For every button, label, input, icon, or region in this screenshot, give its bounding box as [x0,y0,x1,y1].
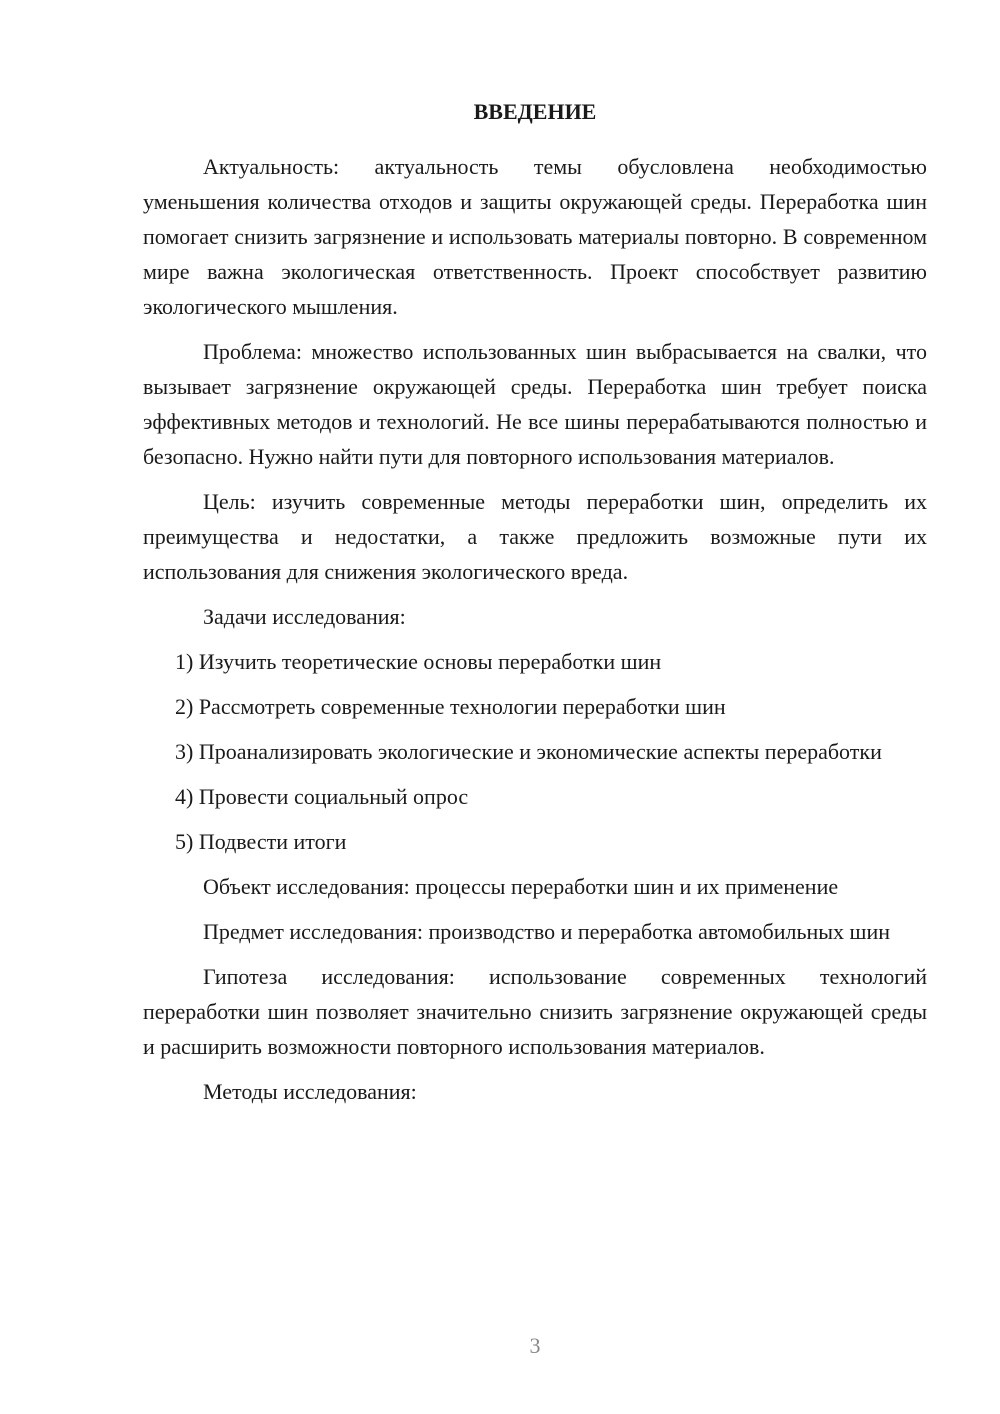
tasks-heading: Задачи исследования: [203,604,406,629]
section-title: ВВЕДЕНИЕ [473,99,597,124]
paragraph-relevance: Актуальность: актуальность темы обусловлена необходимостью уменьшения количества отходов и защиты окружающей среды. Переработка шин помогает снизить загрязнение и использовать материалы повторно. В современном мире важна экологическая ответственность. Проект способствует развитию экологического мышления. [143,154,927,319]
paragraph-object: Объект исследования: процессы переработки шин и их применение [203,874,839,899]
task-item-1: 1) Изучить теоретические основы переработки шин [175,649,662,674]
page-number: 3 [529,1333,541,1358]
task-item-5: 5) Подвести итоги [175,829,347,854]
task-item-3: 3) Проанализировать экологические и экономические аспекты переработки [175,739,882,764]
methods-heading: Методы исследования: [203,1079,417,1104]
paragraph-problem: Проблема: множество использованных шин выбрасывается на свалки, что вызывает загрязнение окружающей среды. Переработка шин требует поиска эффективных методов и технологий. Не все шины перерабатываются полностью и безопасно. Нужно найти пути для повторного использования материалов. [143,339,927,469]
page-content [143,94,927,1119]
task-item-2: 2) Рассмотреть современные технологии переработки шин [175,694,726,719]
paragraph-goal: Цель: изучить современные методы переработки шин, определить их преимущества и недостатки, а также предложить возможные пути их использования для снижения экологического вреда. [143,489,927,584]
paragraph-hypothesis: Гипотеза исследования: использование современных технологий переработки шин позволяет значительно снизить загрязнение окружающей среды и расширить возможности повторного использования материалов. [143,964,927,1059]
paragraph-subject: Предмет исследования: производство и переработка автомобильных шин [203,919,891,944]
task-item-4: 4) Провести социальный опрос [175,784,469,809]
